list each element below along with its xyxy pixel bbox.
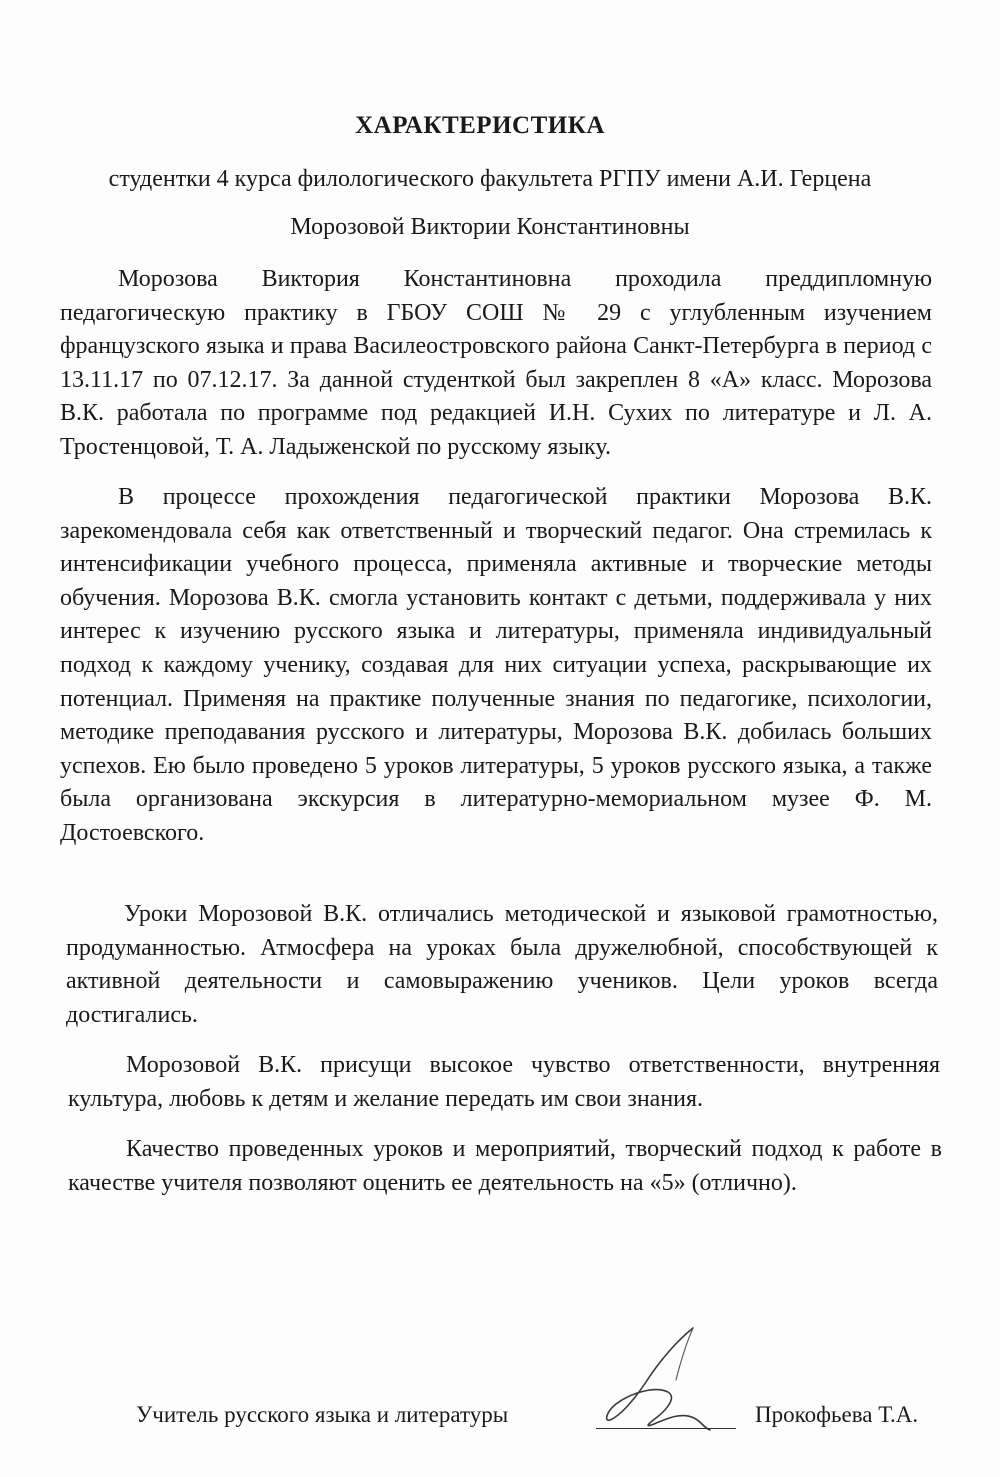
- paragraph-practice-info: Морозова Виктория Константиновна проходила преддипломную педагогическую практику в ГБОУ СОШ № 29 с углубленным изучением французского языка и права Василеостровского района Санкт-Петербурга в период с 13.11.17 по 07.12.17. За данной студенткой был закреплен 8 «А» класс. Морозова В.К. работала по программе под редакцией И.Н. Сухих по литературе и Л. А. Тростенцовой, Т. А. Ладыженской по русскому языку.: [60, 266, 932, 460]
- paragraph-performance: В процессе прохождения педагогической практики Морозова В.К. зарекомендовала себя как ответственный и творческий педагог. Она стремилась к интенсификации учебного процесса, применяла активные и творческие методы обучения. Морозова В.К. смогла установить контакт с детьми, поддерживала у них интерес к изучению русского языка и литературы, применяла индивидуальный подход к каждому ученику, создавая для них ситуации успеха, раскрывающие их потенциал. Применяя на практике полученные знания по педагогике, психологии, методике преподавания русского и литературы, Морозова В.К. добилась больших успехов. Ею было проведено 5 уроков литературы, 5 уроков русского языка, а также была организована экскурсия в литературно-мемориальном музее Ф. М. Достоевского.: [60, 484, 932, 846]
- document-subtitle: студентки 4 курса филологического факультета РГПУ имени А.И. Герцена: [108, 166, 872, 192]
- paragraph-lessons: Уроки Морозовой В.К. отличались методической и языковой грамотностью, продуманностью. Атмосфера на уроках была дружелюбной, способствующей к активной деятельности и самовыражению учеников. Цели уроков всегда достигались.: [66, 901, 938, 1028]
- signature-line: [596, 1428, 736, 1429]
- paragraph-qualities: Морозовой В.К. присущи высокое чувство ответственности, внутренняя культура, любовь к детям и желание передать им свои знания.: [68, 1052, 940, 1112]
- document-title: ХАРАКТЕРИСТИКА: [355, 112, 605, 139]
- signature-block: [0, 1400, 1000, 1440]
- paragraph-assessment: Качество проведенных уроков и мероприятий, творческий подход к работе в качестве учителя позволяют оценить ее деятельность на «5» (отлично).: [68, 1136, 942, 1196]
- signature-role: Учитель русского языка и литературы: [136, 1402, 509, 1427]
- signature-name: Прокофьева Т.А.: [755, 1402, 919, 1427]
- student-name: Морозовой Виктории Константиновны: [290, 214, 690, 240]
